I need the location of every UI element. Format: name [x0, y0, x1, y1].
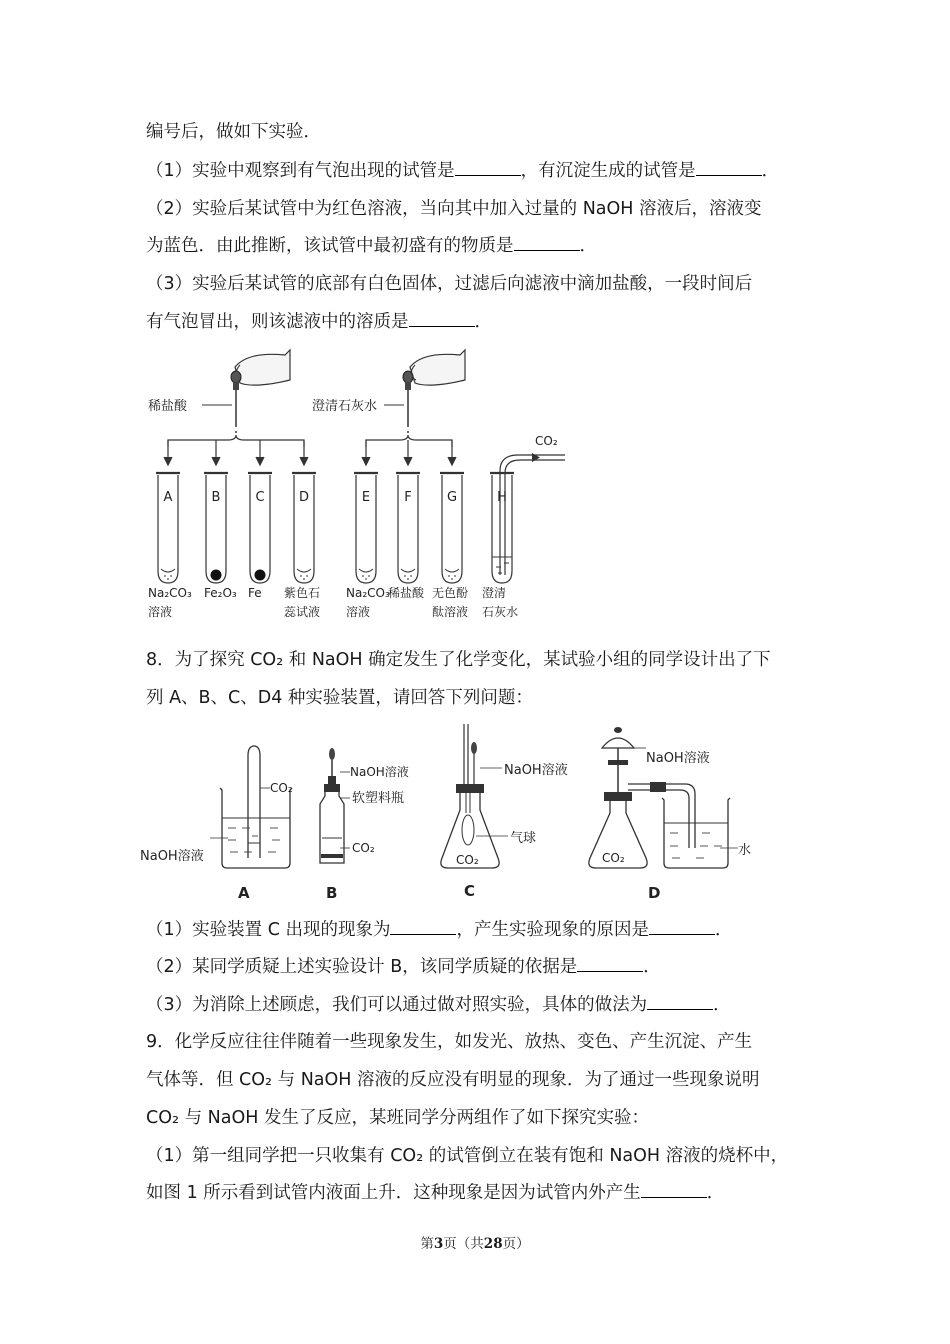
solid-sample [255, 570, 266, 581]
text-line-4 [146, 234, 597, 258]
answer-blank[interactable] [514, 234, 580, 251]
liquid-mark [448, 576, 456, 579]
text: （1）实验中观察到有气泡出现的试管是 [146, 161, 455, 181]
caption-b: B [326, 884, 338, 902]
text-line-16 [146, 1181, 724, 1205]
answer-blank[interactable] [577, 955, 643, 972]
c-co2-label: CO₂ [456, 853, 479, 867]
tube-content-label: 澄清 [482, 586, 507, 600]
tube-letter: D [298, 490, 310, 505]
tube-letter: H [497, 490, 507, 505]
text: 如图 1 所示看到试管内液面上升．这种现象是因为试管内外产生 [146, 1183, 641, 1203]
tube-content-label: 石灰水 [482, 605, 519, 619]
footer-total: 28 [483, 1236, 503, 1252]
apparatus-a-icon [140, 746, 293, 868]
liquid-level [401, 569, 415, 572]
hand-dropper-right-icon [403, 350, 465, 433]
answer-blank[interactable] [647, 993, 713, 1010]
solid-sample [211, 570, 222, 581]
reagent-label-right: 澄清石灰水 [312, 399, 378, 414]
apparatus-c-icon [441, 724, 568, 868]
c-balloon-label: 气球 [510, 831, 537, 846]
tube-letter: B [211, 490, 221, 505]
text: （1）实验装置 C 出现的现象为 [146, 920, 391, 940]
tube-content-label: 紫色石 [284, 586, 321, 600]
text: ． [706, 1183, 725, 1203]
liquid-level [297, 569, 311, 572]
text: 为蓝色．由此推断，该试管中最初盛有的物质是 [146, 236, 514, 256]
test-tube-a [148, 473, 192, 619]
text: 编号后，做如下实验． [146, 122, 321, 142]
tube-content-label: Fe [248, 586, 262, 600]
liquid-level [445, 569, 459, 572]
text-line-12 [146, 1030, 752, 1054]
footer-mid: 页（共 [443, 1236, 484, 1252]
footer-post: 页） [502, 1236, 530, 1252]
tube-content-label: 无色酚 [432, 586, 469, 600]
footer-pre: 第 [420, 1236, 434, 1252]
text-line-8 [146, 686, 533, 710]
figure-apparatus [140, 718, 760, 908]
liquid-level [359, 569, 373, 572]
text: 8．为了探究 CO₂ 和 NaOH 确定发生了化学变化，某试验小组的同学设计出了下 [146, 650, 771, 670]
tube-letter: F [404, 490, 412, 505]
answer-blank[interactable] [696, 159, 762, 176]
test-tube-e [346, 473, 390, 619]
text: 列 A、B、C、D4 种实验装置，请回答下列问题： [146, 688, 533, 708]
text: ． [474, 312, 492, 332]
text: ． [761, 161, 780, 181]
test-tube-g [432, 473, 468, 619]
tube-content-label: Fe₂O₃ [204, 586, 237, 600]
liquid-mark [164, 576, 172, 579]
text: ． [579, 236, 597, 256]
text-line-6 [146, 310, 492, 334]
gas-label: CO₂ [535, 434, 558, 448]
c-naoh-label: NaOH溶液 [504, 763, 568, 778]
answer-blank[interactable] [649, 918, 715, 935]
d-co2-label: CO₂ [602, 851, 625, 865]
text-line-13 [146, 1068, 760, 1092]
test-tube-f [388, 473, 425, 600]
test-tube-c [248, 473, 272, 600]
tube-letter: G [446, 490, 458, 505]
text-line-2 [146, 159, 779, 183]
text-line-11 [146, 993, 731, 1017]
reagent-label-left: 稀盐酸 [148, 399, 188, 414]
tube-letter: E [361, 490, 371, 505]
tube-content-label: 溶液 [346, 605, 371, 619]
text: 有气泡冒出，则该滤液中的溶质是 [146, 312, 409, 332]
a-naoh-label: NaOH溶液 [140, 849, 204, 864]
text-line-9 [146, 918, 732, 942]
answer-blank[interactable] [409, 310, 475, 327]
text: （2）实验后某试管中为红色溶液，当向其中加入过量的 NaOH 溶液后，溶液变 [146, 199, 762, 219]
b-bottle-label: 软塑料瓶 [352, 791, 405, 806]
page-footer [0, 1232, 950, 1252]
text: 9．化学反应往往伴随着一些现象发生，如发光、放热、变色、产生沉淀、产生 [146, 1032, 753, 1052]
text: ，有沉淀生成的试管是 [520, 161, 696, 181]
d-water-label: 水 [738, 843, 752, 858]
text-line-7 [146, 648, 771, 672]
text-line-14 [146, 1106, 649, 1130]
text-line-1 [146, 120, 321, 144]
text: （1）第一组同学把一只收集有 CO₂ 的试管倒立在装有饱和 NaOH 溶液的烧杯中， [146, 1146, 789, 1166]
apparatus-d-icon [589, 727, 751, 868]
text: ． [713, 995, 731, 1015]
b-naoh-label: NaOH溶液 [350, 765, 409, 779]
text: （3）实验后某试管的底部有白色固体，过滤后向滤液中滴加盐酸，一段时间后 [146, 274, 753, 294]
liquid-mark [496, 563, 509, 573]
liquid-mark [404, 576, 412, 579]
liquid-level [161, 569, 175, 572]
b-co2-label: CO₂ [352, 841, 375, 855]
text: ，产生实验现象的原因是 [456, 920, 649, 940]
answer-blank[interactable] [641, 1181, 707, 1198]
text-line-5 [146, 272, 752, 296]
hand-dropper-left-icon [231, 350, 290, 433]
apparatus-b-icon [320, 748, 409, 863]
text-line-10 [146, 955, 661, 979]
d-naoh-label: NaOH溶液 [646, 751, 710, 766]
tube-letter: A [163, 490, 173, 505]
figure-test-tubes [140, 345, 580, 635]
caption-c: C [464, 882, 476, 900]
text: CO₂ 与 NaOH 发生了反应，某班同学分两组作了如下探究实验： [146, 1108, 649, 1128]
text: ． [714, 920, 733, 940]
text-line-3 [146, 197, 762, 221]
tube-content-label: 酞溶液 [432, 605, 469, 619]
answer-blank[interactable] [455, 159, 521, 176]
caption-a: A [238, 884, 250, 902]
answer-blank[interactable] [390, 918, 456, 935]
liquid-mark [362, 576, 370, 579]
a-co2-label: CO₂ [270, 781, 293, 795]
tube-letter: C [255, 490, 265, 505]
tube-content-label: Na₂CO₃ [346, 586, 390, 600]
liquid-mark [300, 576, 308, 579]
text: 气体等．但 CO₂ 与 NaOH 溶液的反应没有明显的现象．为了通过一些现象说明 [146, 1070, 760, 1090]
footer-page: 3 [433, 1236, 444, 1252]
tube-content-label: 稀盐酸 [388, 586, 425, 600]
text: （2）某同学质疑上述实验设计 B，该同学质疑的依据是 [146, 957, 578, 977]
tube-content-label: Na₂CO₃ [148, 586, 192, 600]
text: ． [643, 957, 661, 977]
text-line-15 [146, 1144, 788, 1168]
tube-content-label: 溶液 [148, 605, 173, 619]
tube-content-label: 蕊试液 [284, 605, 321, 619]
test-tube-b [204, 473, 237, 600]
caption-d: D [648, 884, 661, 902]
test-tube-d [284, 473, 320, 619]
text: （3）为消除上述顾虑，我们可以通过做对照实验，具体的做法为 [146, 995, 648, 1015]
